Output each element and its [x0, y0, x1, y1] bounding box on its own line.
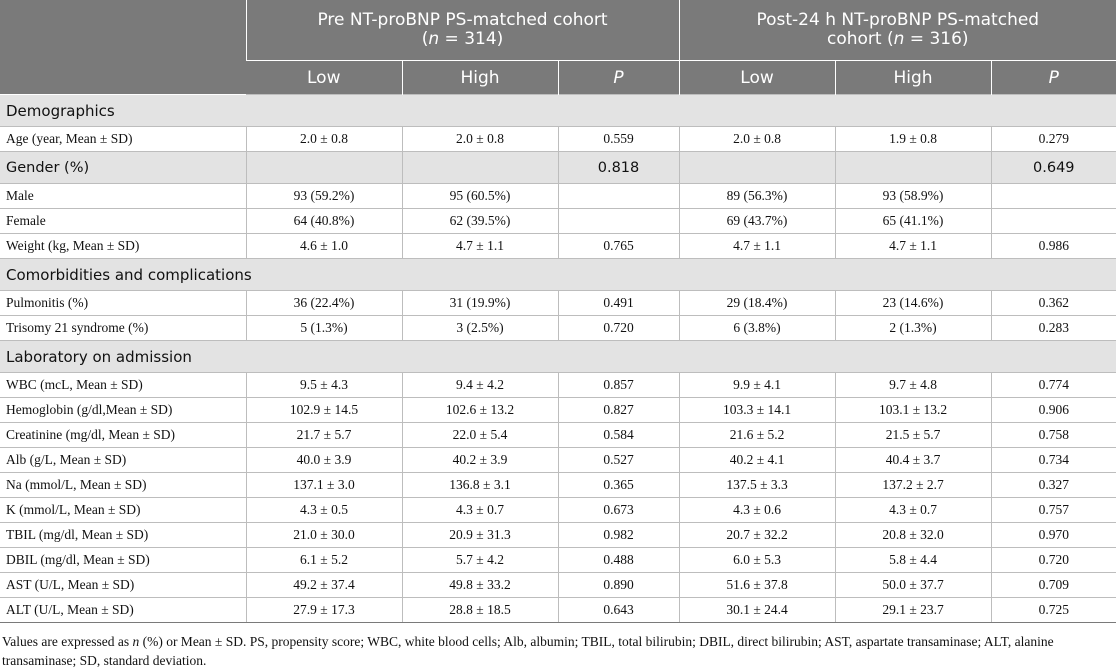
table-row	[0, 498, 1116, 523]
post-low-cell: 30.1 ± 24.4	[679, 598, 835, 623]
pre-p-cell: 0.857	[558, 373, 679, 398]
row-label: Trisomy 21 syndrome (%)	[0, 316, 246, 341]
pre-p-cell: 0.720	[558, 316, 679, 341]
post-cohort-n: cohort (n = 316)	[827, 29, 969, 49]
post-low-cell: 89 (56.3%)	[679, 184, 835, 209]
post-low-cell: 9.9 ± 4.1	[679, 373, 835, 398]
row-label: Na (mmol/L, Mean ± SD)	[0, 473, 246, 498]
pre-high-cell: 102.6 ± 13.2	[402, 398, 558, 423]
pre-low-cell	[246, 152, 402, 184]
post-p-cell: 0.725	[991, 598, 1116, 623]
post-low-cell: 137.5 ± 3.3	[679, 473, 835, 498]
row-label: Gender (%)	[0, 152, 246, 184]
pre-cohort-title: Pre NT-proBNP PS-matched cohort	[317, 10, 608, 30]
pre-cohort-header	[246, 0, 679, 61]
row-label: Alb (g/L, Mean ± SD)	[0, 448, 246, 473]
pre-low-cell: 64 (40.8%)	[246, 209, 402, 234]
table-row	[0, 209, 1116, 234]
post-high-cell: 2 (1.3%)	[835, 316, 991, 341]
post-high-header: High	[835, 61, 991, 95]
table-row	[0, 448, 1116, 473]
table-row	[0, 127, 1116, 152]
post-p-cell: 0.327	[991, 473, 1116, 498]
pre-high-cell: 62 (39.5%)	[402, 209, 558, 234]
pre-p-cell: 0.491	[558, 291, 679, 316]
row-label: Creatinine (mg/dl, Mean ± SD)	[0, 423, 246, 448]
pre-low-cell: 93 (59.2%)	[246, 184, 402, 209]
post-high-cell: 20.8 ± 32.0	[835, 523, 991, 548]
footnote-text-a: Values are expressed as	[2, 634, 133, 649]
post-low-cell: 2.0 ± 0.8	[679, 127, 835, 152]
post-high-cell: 29.1 ± 23.7	[835, 598, 991, 623]
pre-high-cell: 40.2 ± 3.9	[402, 448, 558, 473]
pre-low-cell: 49.2 ± 37.4	[246, 573, 402, 598]
pre-p-cell: 0.673	[558, 498, 679, 523]
post-high-cell: 4.7 ± 1.1	[835, 234, 991, 259]
table-row	[0, 548, 1116, 573]
pre-high-cell: 3 (2.5%)	[402, 316, 558, 341]
pre-high-cell: 136.8 ± 3.1	[402, 473, 558, 498]
pre-low-cell: 137.1 ± 3.0	[246, 473, 402, 498]
section-header-row	[0, 259, 1116, 291]
post-high-cell	[835, 152, 991, 184]
table-row	[0, 523, 1116, 548]
post-p-cell: 0.906	[991, 398, 1116, 423]
post-high-cell: 5.8 ± 4.4	[835, 548, 991, 573]
post-high-cell: 40.4 ± 3.7	[835, 448, 991, 473]
post-low-cell: 6.0 ± 5.3	[679, 548, 835, 573]
post-high-cell: 9.7 ± 4.8	[835, 373, 991, 398]
pre-low-header: Low	[246, 61, 402, 95]
pre-high-cell: 95 (60.5%)	[402, 184, 558, 209]
post-low-cell: 103.3 ± 14.1	[679, 398, 835, 423]
pre-high-cell: 28.8 ± 18.5	[402, 598, 558, 623]
post-p-cell: 0.362	[991, 291, 1116, 316]
section-title: Demographics	[0, 95, 1116, 127]
post-low-cell: 4.7 ± 1.1	[679, 234, 835, 259]
row-label-header	[0, 0, 246, 95]
post-p-cell: 0.279	[991, 127, 1116, 152]
row-label: Weight (kg, Mean ± SD)	[0, 234, 246, 259]
post-high-cell: 93 (58.9%)	[835, 184, 991, 209]
row-label: K (mmol/L, Mean ± SD)	[0, 498, 246, 523]
pre-low-cell: 102.9 ± 14.5	[246, 398, 402, 423]
section-header-row	[0, 95, 1116, 127]
pre-high-cell: 20.9 ± 31.3	[402, 523, 558, 548]
table-row	[0, 184, 1116, 209]
row-label: DBIL (mg/dl, Mean ± SD)	[0, 548, 246, 573]
table-row	[0, 291, 1116, 316]
pre-p-cell: 0.488	[558, 548, 679, 573]
pre-p-cell: 0.559	[558, 127, 679, 152]
post-low-cell: 40.2 ± 4.1	[679, 448, 835, 473]
post-p-cell: 0.757	[991, 498, 1116, 523]
pre-p-cell: 0.890	[558, 573, 679, 598]
post-high-cell: 21.5 ± 5.7	[835, 423, 991, 448]
pre-low-cell: 40.0 ± 3.9	[246, 448, 402, 473]
pre-p-header: P	[558, 61, 679, 95]
pre-p-cell: 0.827	[558, 398, 679, 423]
pre-high-cell: 49.8 ± 33.2	[402, 573, 558, 598]
table-row	[0, 316, 1116, 341]
pre-low-cell: 4.3 ± 0.5	[246, 498, 402, 523]
section-title: Laboratory on admission	[0, 341, 1116, 373]
post-low-cell: 21.6 ± 5.2	[679, 423, 835, 448]
table-row	[0, 398, 1116, 423]
post-p-cell: 0.720	[991, 548, 1116, 573]
post-high-cell: 1.9 ± 0.8	[835, 127, 991, 152]
pre-low-cell: 36 (22.4%)	[246, 291, 402, 316]
pre-high-cell: 9.4 ± 4.2	[402, 373, 558, 398]
pre-p-cell: 0.982	[558, 523, 679, 548]
post-p-cell: 0.774	[991, 373, 1116, 398]
table-row	[0, 423, 1116, 448]
post-low-cell: 51.6 ± 37.8	[679, 573, 835, 598]
pre-low-cell: 5 (1.3%)	[246, 316, 402, 341]
post-low-header: Low	[679, 61, 835, 95]
pre-high-cell: 5.7 ± 4.2	[402, 548, 558, 573]
row-label: Pulmonitis (%)	[0, 291, 246, 316]
table-row	[0, 234, 1116, 259]
row-label: ALT (U/L, Mean ± SD)	[0, 598, 246, 623]
pre-high-cell: 2.0 ± 0.8	[402, 127, 558, 152]
pre-p-cell: 0.527	[558, 448, 679, 473]
post-cohort-header	[679, 0, 1116, 61]
group-header-row	[0, 152, 1116, 184]
post-p-cell: 0.734	[991, 448, 1116, 473]
footnote-n: n	[132, 634, 140, 649]
section-title: Comorbidities and complications	[0, 259, 1116, 291]
post-high-cell: 137.2 ± 2.7	[835, 473, 991, 498]
post-p-cell: 0.970	[991, 523, 1116, 548]
pre-low-cell: 4.6 ± 1.0	[246, 234, 402, 259]
post-low-cell: 29 (18.4%)	[679, 291, 835, 316]
row-label: Male	[0, 184, 246, 209]
post-p-cell	[991, 209, 1116, 234]
pre-high-cell: 31 (19.9%)	[402, 291, 558, 316]
table-row	[0, 598, 1116, 623]
post-p-cell: 0.986	[991, 234, 1116, 259]
post-low-cell: 69 (43.7%)	[679, 209, 835, 234]
pre-p-cell	[558, 209, 679, 234]
post-high-cell: 4.3 ± 0.7	[835, 498, 991, 523]
post-p-cell: 0.758	[991, 423, 1116, 448]
post-p-cell: 0.709	[991, 573, 1116, 598]
pre-low-cell: 6.1 ± 5.2	[246, 548, 402, 573]
pre-high-cell: 4.3 ± 0.7	[402, 498, 558, 523]
post-p-cell: 0.649	[991, 152, 1116, 184]
pre-p-cell: 0.365	[558, 473, 679, 498]
pre-low-cell: 21.7 ± 5.7	[246, 423, 402, 448]
post-cohort-title: Post-24 h NT-proBNP PS-matched	[756, 10, 1040, 30]
post-low-cell: 6 (3.8%)	[679, 316, 835, 341]
post-low-cell: 4.3 ± 0.6	[679, 498, 835, 523]
post-low-cell: 20.7 ± 32.2	[679, 523, 835, 548]
row-label: TBIL (mg/dl, Mean ± SD)	[0, 523, 246, 548]
table-row	[0, 573, 1116, 598]
pre-high-cell: 4.7 ± 1.1	[402, 234, 558, 259]
table-body	[0, 95, 1116, 623]
table-row	[0, 473, 1116, 498]
row-label: Female	[0, 209, 246, 234]
pre-p-cell: 0.765	[558, 234, 679, 259]
pre-p-cell: 0.818	[558, 152, 679, 184]
table-row	[0, 373, 1116, 398]
post-p-header: P	[991, 61, 1116, 95]
section-header-row	[0, 341, 1116, 373]
row-label: AST (U/L, Mean ± SD)	[0, 573, 246, 598]
row-label: Age (year, Mean ± SD)	[0, 127, 246, 152]
post-high-cell: 65 (41.1%)	[835, 209, 991, 234]
post-high-cell: 23 (14.6%)	[835, 291, 991, 316]
row-label: WBC (mcL, Mean ± SD)	[0, 373, 246, 398]
pre-low-cell: 2.0 ± 0.8	[246, 127, 402, 152]
footnote-text-b: (%) or Mean ± SD. PS, propensity score; WBC, white blood cells; Alb, albumin; TBIL, total bilirubin; DBIL, direct bilirubin; AST, aspartate transaminase; ALT, alanine transaminase; SD, standard deviation.	[2, 634, 1054, 668]
pre-high-header: High	[402, 61, 558, 95]
pre-low-cell: 9.5 ± 4.3	[246, 373, 402, 398]
pre-high-cell	[402, 152, 558, 184]
pre-p-cell: 0.643	[558, 598, 679, 623]
pre-high-cell: 22.0 ± 5.4	[402, 423, 558, 448]
row-label: Hemoglobin (g/dl,Mean ± SD)	[0, 398, 246, 423]
post-p-cell	[991, 184, 1116, 209]
pre-p-cell: 0.584	[558, 423, 679, 448]
pre-cohort-n: (n = 314)	[421, 29, 504, 49]
post-low-cell	[679, 152, 835, 184]
pre-p-cell	[558, 184, 679, 209]
post-high-cell: 103.1 ± 13.2	[835, 398, 991, 423]
pre-low-cell: 27.9 ± 17.3	[246, 598, 402, 623]
post-p-cell: 0.283	[991, 316, 1116, 341]
pre-low-cell: 21.0 ± 30.0	[246, 523, 402, 548]
post-high-cell: 50.0 ± 37.7	[835, 573, 991, 598]
table-footnote	[0, 623, 1114, 670]
